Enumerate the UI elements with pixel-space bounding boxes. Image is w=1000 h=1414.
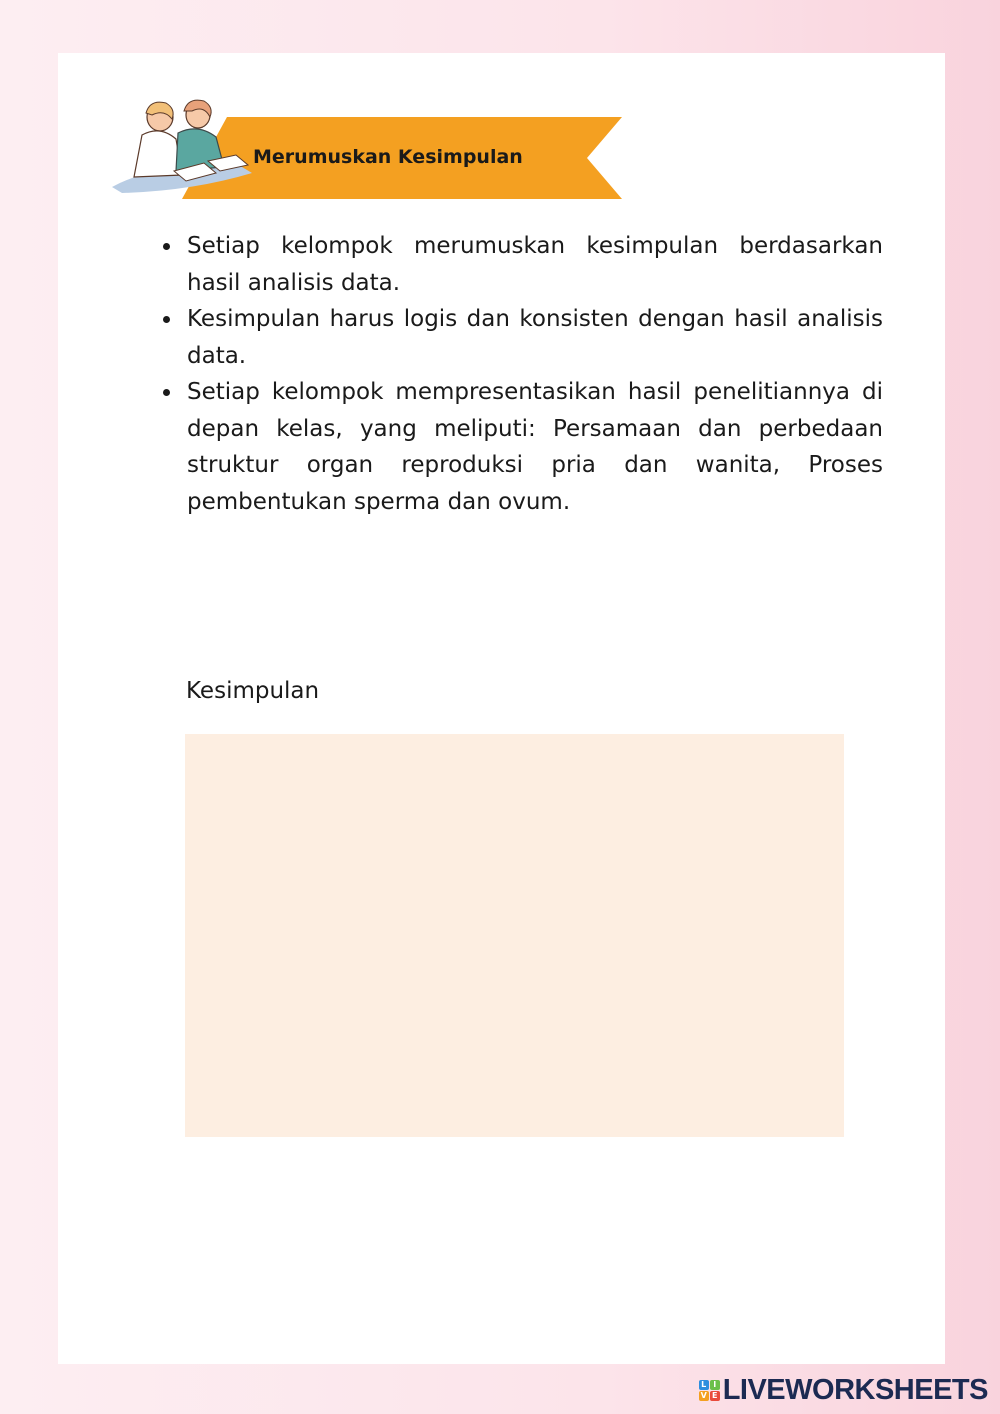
list-item (160, 301, 883, 374)
instruction-list (160, 228, 883, 520)
liveworksheets-brand (699, 1374, 988, 1407)
logo-tile: E (710, 1391, 720, 1401)
logo-tile: L (699, 1380, 709, 1390)
banner-title: Merumuskan Kesimpulan (253, 146, 523, 168)
answer-text-box[interactable] (185, 734, 844, 1137)
bullet-dot-icon (163, 316, 170, 323)
section-banner (112, 95, 632, 205)
logo-tile: I (710, 1380, 720, 1390)
list-item-text: Setiap kelompok mempresentasikan hasil penelitiannya di depan kelas, yang meliputi: Persamaan dan perbedaan struktur organ reproduksi pria dan wanita, Proses pembentukan sperma dan ovum. (187, 379, 883, 515)
liveworksheets-logo-icon (699, 1380, 720, 1401)
logo-tile: V (700, 1391, 707, 1400)
list-item-text: Kesimpulan harus logis dan konsisten dengan hasil analisis data. (187, 306, 883, 369)
bullet-dot-icon (163, 389, 170, 396)
two-students-writing-illustration (112, 95, 272, 200)
list-item (160, 228, 883, 301)
answer-label: Kesimpulan (186, 678, 320, 704)
bullet-dot-icon (163, 243, 170, 250)
list-item-text: Setiap kelompok merumuskan kesimpulan berdasarkan hasil analisis data. (187, 233, 883, 296)
brand-name: LIVEWORKSHEETS (722, 1374, 988, 1406)
list-item (160, 374, 883, 520)
